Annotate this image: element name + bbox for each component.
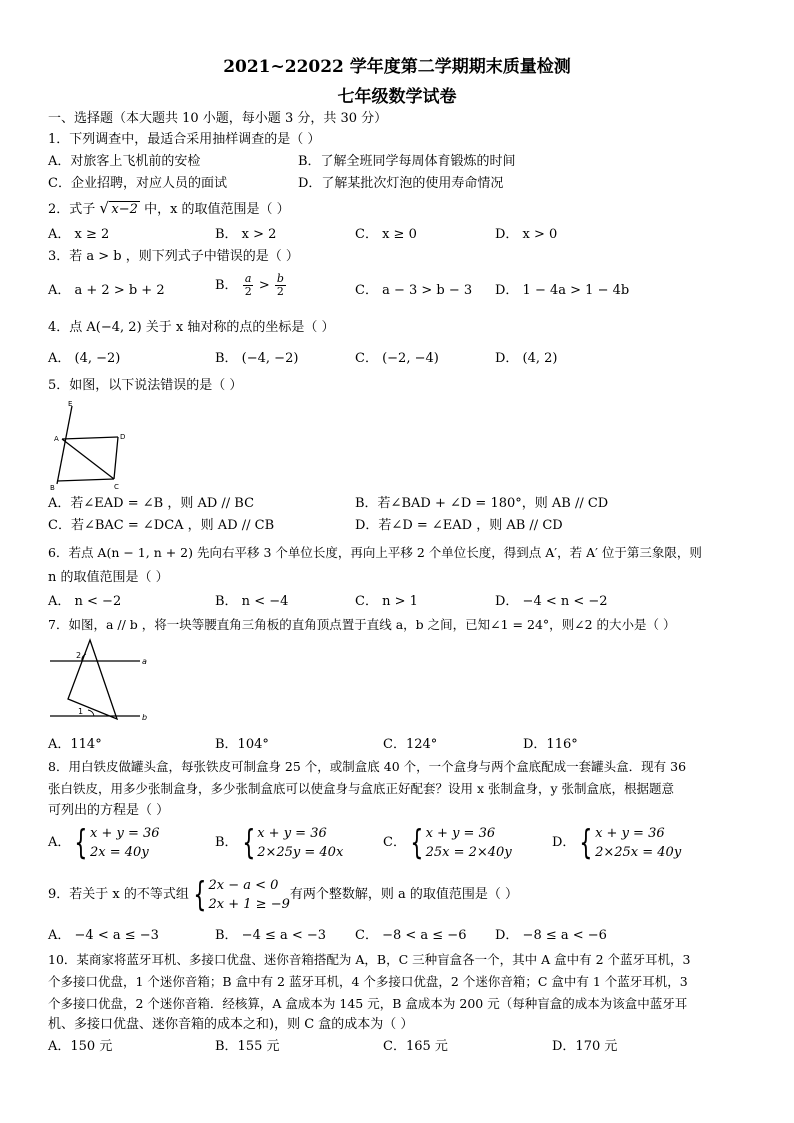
q9-option-c: C． −8 < a ≤ −6	[355, 928, 467, 943]
q8-stem-line1: 8．用白铁皮做罐头盒，每张铁皮可制盒身 25 个，或制盒底 40 个，一个盒身与两个盒底配成一套罐头盒．现有 36	[48, 759, 687, 774]
q2-stem	[48, 201, 290, 219]
q10-stem-line1: 10．某商家将蓝牙耳机、多接口优盘、迷你音箱搭配为 A，B，C 三种盲盒各一个，其中 A 盒中有 2 个蓝牙耳机，3	[48, 952, 691, 967]
q9-stem-start: 9．若关于 x 的不等式组	[48, 887, 189, 902]
section-heading: 一、选择题（本大题共 10 小题，每小题 3 分，共 30 分）	[48, 111, 388, 126]
q7-option-c: C．124°	[383, 737, 438, 752]
label-b: B	[50, 484, 55, 492]
q3-option-c: C． a − 3 > b − 3	[355, 283, 473, 298]
q7-option-a: A．114°	[48, 737, 102, 752]
q2-option-b: B． x > 2	[215, 227, 277, 242]
exam-subtitle: 七年级数学试卷	[337, 87, 457, 107]
q3-stem: 3．若 a > b ，则下列式子中错误的是（ ）	[48, 249, 299, 264]
segment-ad	[62, 437, 118, 439]
q10-stem-line3: 个多接口优盘，2 个迷你音箱．经核算，A 盒成本为 145 元，B 盒成本为 200 元（每种盲盒的成本为该盒中蓝牙耳	[48, 996, 688, 1011]
q8-stem-line2: 张白铁皮，用多少张制盒身，多少张制盒底可以使盒身与盒底正好配套？设用 x 张制盒身，y 张制盒底，根据题意	[48, 781, 675, 796]
q10-option-c: C．165 元	[383, 1039, 448, 1054]
q7-option-d: D．116°	[523, 737, 578, 752]
fraction	[275, 273, 286, 298]
q8-stem-line3: 可列出的方程是（ ）	[48, 803, 170, 818]
q2-stem-start: 2．式子	[48, 202, 96, 217]
q1-option-c: C．企业招聘，对应人员的面试	[48, 176, 227, 191]
q5-stem: 5．如图，以下说法错误的是（ ）	[48, 378, 243, 393]
equation-row: 2×25y = 40x	[257, 845, 344, 860]
sqrt-icon: √	[99, 199, 109, 217]
brace-icon: {	[74, 823, 88, 863]
equation-system	[552, 824, 681, 862]
q9-stem-end: 有两个整数解，则 a 的取值范围是（ ）	[289, 887, 519, 902]
option-letter: B．	[215, 835, 238, 850]
q10-stem-line2: 个多接口优盘，1 个迷你音箱；B 盒中有 2 蓝牙耳机，4 个多接口优盘，2 个迷你音箱；C 盒中有 1 个蓝牙耳机，3	[48, 974, 688, 989]
brace-icon: {	[410, 823, 424, 863]
option-letter: D．	[552, 835, 576, 850]
label-e: E	[68, 400, 73, 408]
inequality-row: 2x + 1 ≥ −9	[208, 897, 290, 912]
q10-option-d: D．170 元	[552, 1039, 618, 1054]
q5-option-d: D．若∠D = ∠EAD ，则 AB // CD	[355, 518, 563, 533]
q7-option-b: B．104°	[215, 737, 269, 752]
q4-stem: 4．点 A(−4, 2) 关于 x 轴对称的点的坐标是（ ）	[48, 320, 335, 335]
q5-option-c: C．若∠BAC = ∠DCA ，则 AD // CB	[48, 518, 275, 533]
q10-option-a: A．150 元	[48, 1039, 113, 1054]
equation-system	[383, 824, 512, 862]
q6-option-d: D． −4 < n < −2	[495, 594, 608, 609]
equation-system	[215, 824, 343, 862]
equation-row: x + y = 36	[425, 826, 496, 841]
label-c: C	[114, 483, 119, 491]
angle-2-label: 2	[76, 651, 82, 660]
q2-radical	[99, 201, 140, 219]
q4-option-c: C． (−2, −4)	[355, 351, 439, 366]
segment-bc	[57, 479, 114, 481]
option-letter: A．	[48, 835, 71, 850]
q6-option-b: B． n < −4	[215, 594, 289, 609]
q9-option-a: A． −4 < a ≤ −3	[48, 928, 159, 943]
option-letter: C．	[383, 835, 406, 850]
system-rows	[257, 824, 343, 862]
q5-option-b: B．若∠BAD + ∠D = 180°，则 AB // CD	[355, 496, 609, 511]
q2-option-d: D． x > 0	[495, 227, 558, 242]
system-rows	[90, 824, 160, 862]
q5-figure	[48, 396, 138, 492]
q6-stem-line1: 6．若点 A(n − 1, n + 2) 先向右平移 3 个单位长度，再向上平移 2 个单位长度，得到点 A′，若 A′ 位于第三象限，则	[48, 545, 702, 560]
line-a-label: a	[142, 657, 147, 666]
q6-stem-line2: n 的取值范围是（ ）	[48, 570, 169, 585]
q2-option-a: A． x ≥ 2	[48, 227, 110, 242]
q9-option-d: D． −8 ≤ a < −6	[495, 928, 607, 943]
exam-title: 2021~22022 学年度第二学期期末质量检测	[223, 57, 571, 77]
q4-option-b: B． (−4, −2)	[215, 351, 299, 366]
system-rows	[595, 824, 681, 862]
brace-icon: {	[579, 823, 593, 863]
system-rows	[426, 824, 512, 862]
label-d: D	[120, 433, 126, 441]
q7-stem: 7．如图，a // b ，将一块等腰直角三角板的直角顶点置于直线 a，b 之间，已知∠1 = 24°，则∠2 的大小是（ ）	[48, 617, 676, 632]
angle-1-label: 1	[78, 707, 84, 716]
q5-option-a: A．若∠EAD = ∠B ，则 AD // BC	[48, 496, 255, 511]
q1-stem: 1．下列调查中，最适合采用抽样调查的是（ ）	[48, 132, 321, 147]
q8-option-a	[48, 824, 160, 862]
q1-option-d: D．了解某批次灯泡的使用寿命情况	[298, 176, 504, 191]
q3-option-b-letter: B．	[215, 278, 238, 293]
q8-option-c	[383, 824, 512, 862]
q6-option-a: A． n < −2	[48, 594, 122, 609]
q10-option-b: B．155 元	[215, 1039, 280, 1054]
fraction	[243, 273, 254, 298]
q4-option-a: A． (4, −2)	[48, 351, 121, 366]
brace-icon: {	[241, 823, 255, 863]
q3-option-d: D． 1 − 4a > 1 − 4b	[495, 283, 630, 298]
equation-row: 25x = 2×40y	[425, 845, 512, 860]
label-a: A	[54, 435, 59, 443]
inequality-row: 2x − a < 0	[208, 878, 279, 893]
denominator: 2	[244, 285, 252, 298]
q6-option-c: C． n > 1	[355, 594, 418, 609]
system-rows	[209, 876, 290, 914]
q4-option-d: D． (4, 2)	[495, 351, 558, 366]
numerator: b	[276, 272, 284, 285]
segment-ac	[62, 439, 114, 479]
angle-1-arc	[88, 710, 94, 716]
q2-stem-end: 中，x 的取值范围是（ ）	[144, 202, 290, 217]
equation-row: 2x = 40y	[90, 845, 149, 860]
q8-option-d	[552, 824, 681, 862]
q8-option-b	[215, 824, 343, 862]
denominator: 2	[276, 285, 284, 298]
relation: >	[258, 278, 270, 293]
q1-option-b: B．了解全班同学每周体育锻炼的时间	[298, 154, 516, 169]
q7-figure	[48, 637, 158, 733]
q1-option-a: A．对旅客上飞机前的安检	[48, 154, 201, 169]
q10-stem-line4: 机、多接口优盘、迷你音箱的成本之和)，则 C 盒的成本为（ ）	[48, 1017, 414, 1032]
q2-radicand: x−2	[111, 202, 138, 217]
equation-system	[48, 824, 160, 862]
equation-row: x + y = 36	[90, 826, 160, 841]
q2-option-c: C． x ≥ 0	[355, 227, 417, 242]
brace-icon: {	[193, 875, 207, 915]
q9-option-b: B． −4 ≤ a < −3	[215, 928, 327, 943]
segment-dc	[114, 437, 118, 479]
inequality-system	[48, 876, 518, 914]
equation-row: x + y = 36	[257, 826, 327, 841]
equation-row: x + y = 36	[595, 826, 665, 841]
equation-row: 2×25x = 40y	[595, 845, 682, 860]
q3-option-a: A． a + 2 > b + 2	[48, 283, 165, 298]
numerator: a	[244, 272, 252, 285]
q3-option-b	[215, 273, 287, 298]
line-b-label: b	[142, 713, 148, 722]
q9-stem	[48, 876, 518, 914]
